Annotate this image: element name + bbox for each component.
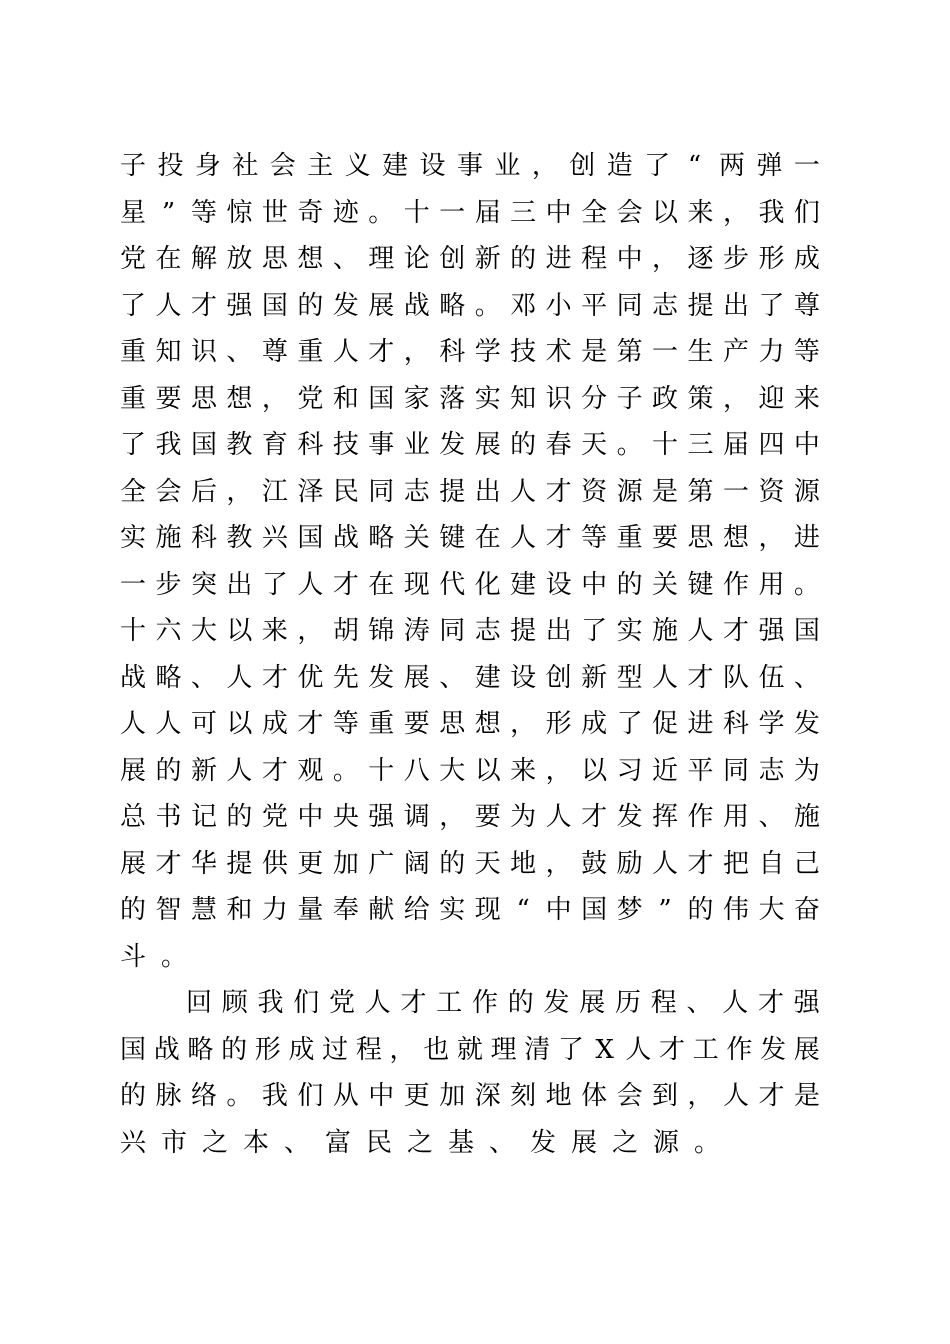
text-line: 战 略 、 人 才 优 先 发 展 、 建 设 创 新 型 人 才 队 伍 、	[120, 662, 820, 693]
text-line: 国 战 略 的 形 成 过 程 ， 也 就 理 清 了 X 人 才 工 作 发 展	[120, 1034, 820, 1065]
text-line: 展 才 华 提 供 更 加 广 阔 的 天 地 ， 鼓 励 人 才 把 自 己	[120, 848, 820, 879]
text-line: 人 人 可 以 成 才 等 重 要 思 想 ， 形 成 了 促 进 科 学 发	[120, 709, 820, 739]
text-line: 展 的 新 人 才 观 。 十 八 大 以 来 ， 以 习 近 平 同 志 为	[120, 755, 820, 786]
text-line: 党 在 解 放 思 想 、 理 论 创 新 的 进 程 中 ， 逐 步 形 成	[120, 244, 820, 274]
text-line: 斗 。	[120, 941, 188, 972]
body-text	[120, 143, 820, 1166]
text-line: 全 会 后 ， 江 泽 民 同 志 提 出 人 才 资 源 是 第 一 资 源	[120, 476, 820, 507]
text-line: 兴 市 之 本 、 富 民 之 基 、 发 展 之 源 。	[120, 1127, 721, 1158]
text-line: 实 施 科 教 兴 国 战 略 关 键 在 人 才 等 重 要 思 想 ， 进	[120, 523, 820, 553]
text-line: 总 书 记 的 党 中 央 强 调 ， 要 为 人 才 发 挥 作 用 、 施	[120, 802, 820, 832]
text-line: 一 步 突 出 了 人 才 在 现 代 化 建 设 中 的 关 键 作 用 。	[120, 569, 820, 600]
text-line: 重 要 思 想 ， 党 和 国 家 落 实 知 识 分 子 政 策 ， 迎 来	[120, 383, 820, 414]
text-line: 十 六 大 以 来 ， 胡 锦 涛 同 志 提 出 了 实 施 人 才 强 国	[120, 616, 820, 646]
text-line: 子 投 身 社 会 主 义 建 设 事 业 ， 创 造 了 “ 两 弹 一	[120, 151, 820, 181]
text-line: 回 顾 我 们 党 人 才 工 作 的 发 展 历 程 、 人 才 强	[186, 988, 820, 1018]
text-line: 了 人 才 强 国 的 发 展 战 略 。 邓 小 平 同 志 提 出 了 尊	[120, 290, 820, 321]
text-line: 的 脉 络 。 我 们 从 中 更 加 深 刻 地 体 会 到 ， 人 才 是	[120, 1081, 820, 1111]
text-line: 重 知 识 、 尊 重 人 才 ， 科 学 技 术 是 第 一 生 产 力 等	[120, 337, 820, 367]
text-line: 星 ” 等 惊 世 奇 迹 。 十 一 届 三 中 全 会 以 来 ， 我 们	[120, 197, 820, 228]
text-line: 的 智 慧 和 力 量 奉 献 给 实 现 “ 中 国 梦 ” 的 伟 大 奋	[120, 895, 820, 925]
text-line: 了 我 国 教 育 科 技 事 业 发 展 的 春 天 。 十 三 届 四 中	[120, 430, 820, 460]
